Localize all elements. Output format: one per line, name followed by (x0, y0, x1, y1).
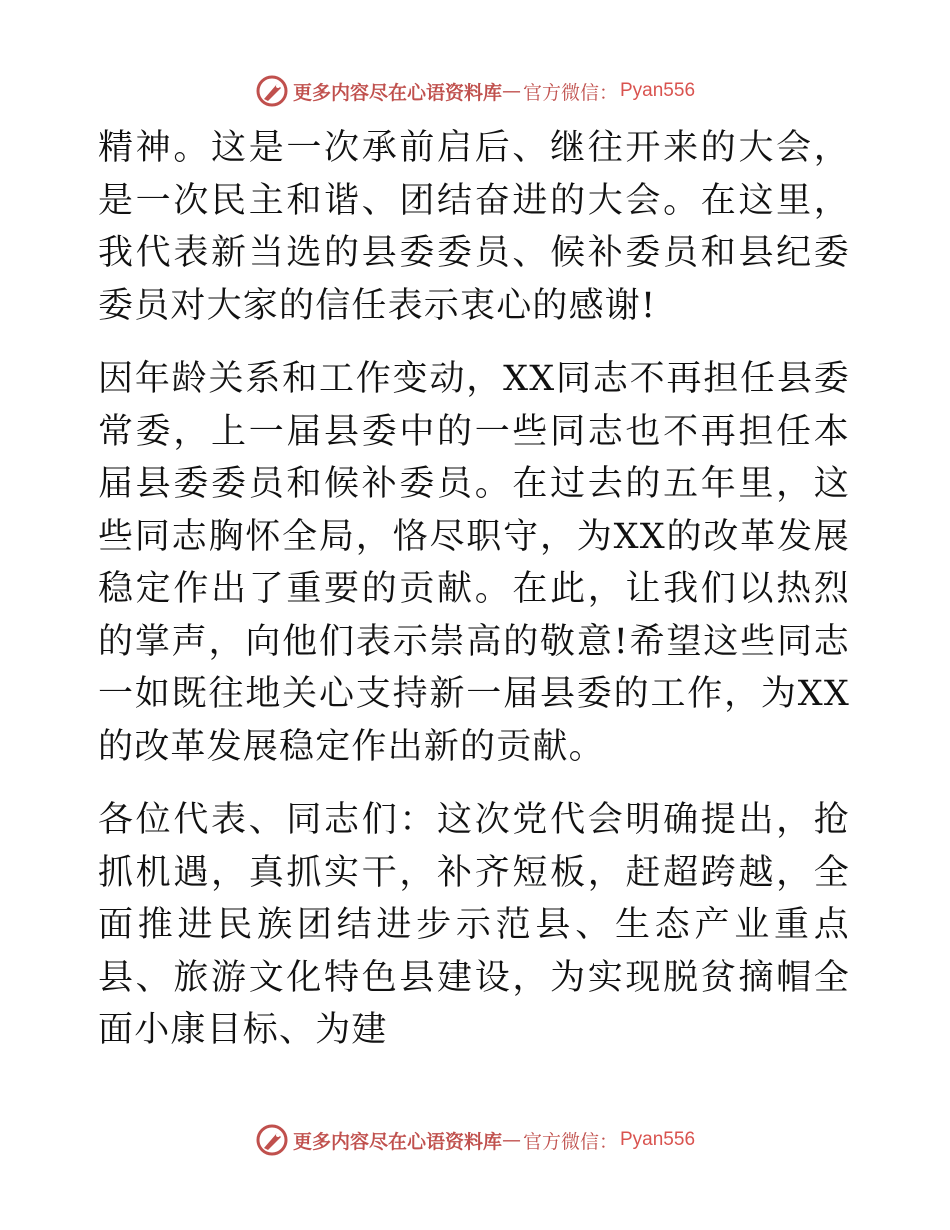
banner-wechat-id: Pyan556 (620, 1129, 696, 1150)
paragraph-2: 因年龄关系和工作变动，XX同志不再担任县委常委，上一届县委中的一些同志也不再担任本届县委委员和候补委员。在过去的五年里，这些同志胸怀全局，恪尽职守，为XX的改革发展稳定作出了重要的贡献。在此，让我们以热烈的掌声，向他们表示崇高的敬意!希望这些同志一如既往地关心支持新一届县委的工作，为XX的改革发展稳定作出新的贡献。 (98, 359, 850, 767)
header-banner (0, 71, 950, 111)
banner-wechat-label: 官方微信： (522, 81, 618, 104)
paragraph-1: 精神。这是一次承前启后、继往开来的大会，是一次民主和谐、团结奋进的大会。在这里，我代表新当选的县委委员、候补委员和县纪委委员对大家的信任表示衷心的感谢! (98, 128, 850, 326)
banner-wechat-label: 官方微信： (522, 1130, 618, 1153)
paragraph-3: 各位代表、同志们：这次党代会明确提出，抢抓机遇，真抓实干，补齐短板，赶超跨越，全面推进民族团结进步示范县、生态产业重点县、旅游文化特色县建设，为实现脱贫摘帽全面小康目标、为建 (98, 800, 850, 1050)
banner-wechat-id: Pyan556 (620, 80, 696, 101)
banner-main-text: 更多内容尽在心语资料库 (292, 1130, 502, 1153)
pen-nib-logo-icon (255, 74, 289, 108)
banner-dash: — (501, 1129, 521, 1151)
banner-main-text: 更多内容尽在心语资料库 (292, 81, 502, 104)
banner-dash: — (501, 80, 521, 102)
footer-banner (0, 1120, 950, 1160)
document-body (98, 122, 850, 1057)
pen-nib-logo-icon (255, 1123, 289, 1157)
